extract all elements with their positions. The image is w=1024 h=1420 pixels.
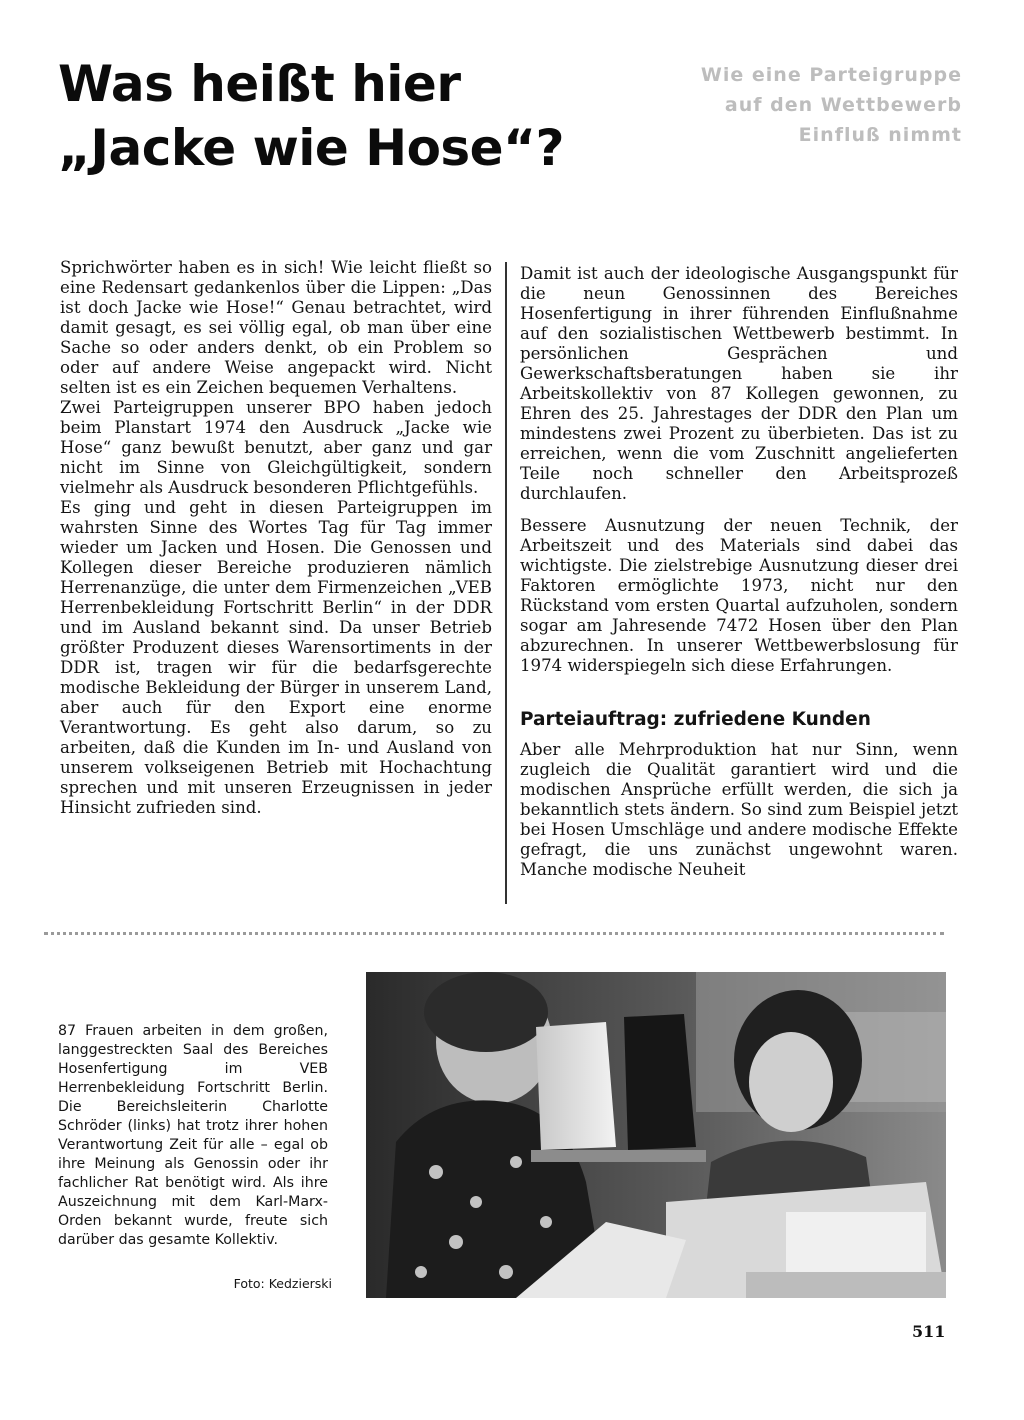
right-paragraph-2: Bessere Ausnutzung der neuen Technik, der Arbeitszeit und des Materials sind dabei das wichtigste. Die zielstrebige Ausnutzung dieser drei Faktoren ermöglichte 1973, nicht nur den Rückstand vom ersten Quartal aufzuholen, sondern sogar am Jahresende 7472 Hosen über den Plan abzurechnen. In unserer Wettbewerbslosung für 1974 widerspiegeln sich diese Erfahrungen. (520, 516, 958, 675)
page-number: 511 (912, 1322, 946, 1341)
photo-credit: Foto: Kedzierski (233, 1276, 332, 1291)
kicker-line-1: Wie eine Parteigruppe (700, 64, 962, 86)
left-paragraph-3: Es ging und geht in diesen Parteigruppen im wahrsten Sinne des Wortes Tag für Tag immer wieder um Jacken und Hosen. Die Genossen und Kollegen dieser Bereiche produzieren nämlich Herrenanzüge, die unter dem Firmenzeichen „VEB Herrenbekleidung Fortschritt Berlin“ in der DDR und im Ausland bekannt sind. Da unser Betrieb größter Produzent dieses Warensortiments in der DDR ist, tragen wir für die bedarfsgerechte modische Bekleidung der Bürger in unserem Land, aber auch für den Export eine enorme Verantwortung. Es geht also darum, so zu arbeiten, daß die Kunden im In- und Ausland von unserem volkseigenen Betrieb mit Hochachtung sprechen und mit unseren Erzeugnissen in jeder Hinsicht zufrieden sind. (60, 498, 492, 817)
kicker-line-2: auf den Wettbewerb (724, 94, 962, 116)
left-paragraph-1: Sprichwörter haben es in sich! Wie leicht fließt so eine Redensart gedankenlos über die Lippen: „Das ist doch Jacke wie Hose!“ Genau betrachtet, wird damit gesagt, es sei völlig egal, ob man über eine Sache so oder anders denkt, ob ein Problem so oder auf andere Weise angepackt wird. Nicht selten ist es ein Zeichen bequemen Verhaltens. (60, 258, 492, 397)
right-paragraph-1: Damit ist auch der ideologische Ausgangspunkt für die neun Genossinnen des Bereiches Hosenfertigung in ihrer führenden Einflußnahme auf den sozialistischen Wettbewerb bestimmt. In persönlichen Gesprächen und Gewerkschaftsberatungen haben sie ihr Arbeitskollektiv von 87 Kollegen gewonnen, zu Ehren des 25. Jahrestages der DDR den Plan um mindestens zwei Prozent zu überbieten. Das ist zu erreichen, wenn die vom Zuschnitt angelieferten Teile noch schneller den Arbeitsprozeß durchlaufen. (520, 264, 958, 503)
title-line-1: Was heißt hier (58, 55, 461, 113)
left-paragraph-2: Zwei Parteigruppen unserer BPO haben jedoch beim Planstart 1974 den Ausdruck „Jacke wie Hose“ ganz bewußt benutzt, aber ganz und gar nicht im Sinne von Gleichgültigkeit, sondern vielmehr als Ausdruck besonderen Pflichtgefühls. (60, 398, 492, 497)
photo-illustration (366, 972, 946, 1298)
photo-caption: 87 Frauen arbeiten in dem großen, langgestreckten Saal des Bereiches Hosenfertigung im VEB Herrenbekleidung Fortschritt Berlin. Die Bereichsleiterin Charlotte Schröder (links) hat trotz ihrer hohen Verantwortung Zeit für alle – egal ob ihre Meinung als Genossin oder ihr fachlicher Rat benötigt wird. Als ihre Auszeichnung mit dem Karl-Marx-Orden bekannt wurde, freute sich darüber das gesamte Kollektiv. (58, 1023, 328, 1248)
article-title (58, 52, 618, 180)
horizontal-divider (44, 932, 944, 935)
title-line-2: „Jacke wie Hose“? (58, 119, 564, 177)
left-column (60, 258, 492, 818)
section-subheading: Parteiauftrag: zufriedene Kunden (520, 709, 871, 730)
article-kicker (632, 60, 962, 150)
kicker-line-3: Einfluß nimmt (798, 124, 962, 146)
right-paragraph-3: Aber alle Mehrproduktion hat nur Sinn, wenn zugleich die Qualität garantiert wird und die modischen Ansprüche erfüllt werden, die sich ja bekanntlich stets ändern. So sind zum Beispiel jetzt bei Hosen Umschläge und andere modische Effekte gefragt, die uns zunächst ungewohnt waren. Manche modische Neuheit (520, 740, 958, 879)
column-divider (505, 262, 507, 904)
right-column (520, 264, 958, 880)
photo-sewing-workshop (366, 972, 946, 1298)
